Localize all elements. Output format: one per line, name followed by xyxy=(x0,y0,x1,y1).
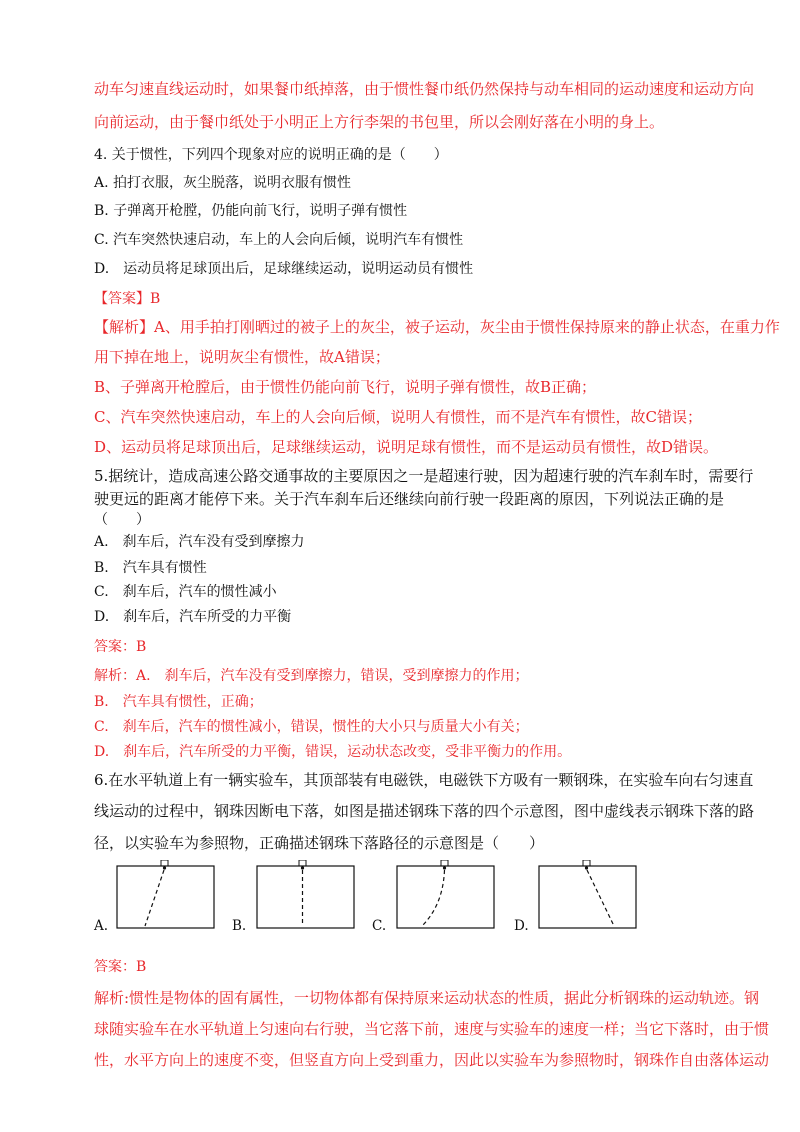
q5-stem-2: 驶更远的距离才能停下来。关于汽车刹车后还继续向前行驶一段距离的原因，下列说法正确的是 xyxy=(94,490,725,508)
figure-d-diagram xyxy=(538,860,638,930)
q5-option-d: D. 刹车后，汽车所受的力平衡 xyxy=(94,609,292,625)
q4-stem: 4. 关于惯性，下列四个现象对应的说明正确的是（ ） xyxy=(94,147,448,163)
q4-analysis-1: 【解析】A、用手拍打刚晒过的被子上的灰尘，被子运动，灰尘由于惯性保持原来的静止状态，在重力作 xyxy=(94,318,780,336)
figure-label-a: A. xyxy=(94,918,109,934)
figure-b-diagram xyxy=(256,860,356,930)
figure-label-d: D. xyxy=(514,918,529,934)
q4-analysis-5: D、运动员将足球顶出后，足球继续运动，说明足球有惯性，而不是运动员有惯性，故D错误。 xyxy=(94,438,719,456)
q6-analysis-2: 球随实验车在水平轨道上匀速向右行驶，当它落下前，速度与实验车的速度一样；当它下落时，由于惯 xyxy=(94,1020,770,1038)
q5-analysis-4: D. 刹车后，汽车所受的力平衡，错误，运动状态改变，受非平衡力的作用。 xyxy=(94,744,572,760)
q6-answer: 答案：B xyxy=(94,959,147,975)
q6-stem-2: 线运动的过程中，钢珠因断电下落，如图是描述钢珠下落的四个示意图，图中虚线表示钢珠下落的路 xyxy=(94,802,755,820)
q4-option-c: C. 汽车突然快速启动，车上的人会向后倾，说明汽车有惯性 xyxy=(94,232,464,248)
q4-analysis-3: B、子弹离开枪膛后，由于惯性仍能向前飞行，说明子弹有惯性，故B正确； xyxy=(94,378,597,396)
q5-analysis-1: 解析：A. 刹车后，汽车没有受到摩擦力，错误，受到摩擦力的作用； xyxy=(94,668,529,684)
figure-label-c: C. xyxy=(372,918,387,934)
intro-line-1: 动车匀速直线运动时，如果餐巾纸掉落，由于惯性餐巾纸仍然保持与动车相同的运动速度和运动方向 xyxy=(94,80,755,98)
q5-option-b: B. 汽车具有惯性 xyxy=(94,560,207,576)
q6-stem-3: 径，以实验车为参照物，正确描述钢珠下落路径的示意图是（ ） xyxy=(94,834,545,852)
q4-analysis-2: 用下掉在地上，说明灰尘有惯性，故A错误； xyxy=(94,348,390,366)
q4-option-b: B. 子弹离开枪膛，仍能向前飞行，说明子弹有惯性 xyxy=(94,203,408,219)
figure-label-b: B. xyxy=(232,918,247,934)
intro-line-2: 向前运动，由于餐巾纸处于小明正上方行李架的书包里，所以会刚好落在小明的身上。 xyxy=(94,113,665,131)
q5-analysis-2: B. 汽车具有惯性，正确； xyxy=(94,694,263,710)
q5-answer: 答案：B xyxy=(94,639,147,655)
q5-option-a: A. 刹车后，汽车没有受到摩擦力 xyxy=(94,534,305,550)
figure-c-diagram xyxy=(396,860,496,930)
q4-answer: 【答案】B xyxy=(94,291,161,307)
q5-stem-1: 5.据统计，造成高速公路交通事故的主要原因之一是超速行驶，因为超速行驶的汽车刹车时，需要行 xyxy=(94,467,754,485)
q6-stem-1: 6.在水平轨道上有一辆实验车，其顶部装有电磁铁，电磁铁下方吸有一颗钢珠，在实验车向右匀速直 xyxy=(94,771,754,789)
q5-analysis-3: C. 刹车后，汽车的惯性减小，错误，惯性的大小只与质量大小有关； xyxy=(94,719,529,735)
q5-stem-3: （ ） xyxy=(94,512,150,528)
q6-analysis-3: 性，水平方向上的速度不变，但竖直方向上受到重力，因此以实验车为参照物时，钢珠作自由落体运动 xyxy=(94,1051,770,1069)
q6-analysis-1: 解析:惯性是物体的固有属性，一切物体都有保持原来运动状态的性质，据此分析钢珠的运动轨迹。钢 xyxy=(94,989,760,1007)
q4-analysis-4: C、汽车突然快速启动，车上的人会向后倾，说明人有惯性，而不是汽车有惯性，故C错误； xyxy=(94,408,702,426)
q5-option-c: C. 刹车后，汽车的惯性减小 xyxy=(94,584,277,600)
q4-option-d: D. 运动员将足球顶出后，足球继续运动，说明运动员有惯性 xyxy=(94,261,474,277)
figure-a-diagram xyxy=(116,860,216,930)
q4-option-a: A. 拍打衣服，灰尘脱落，说明衣服有惯性 xyxy=(94,175,352,191)
